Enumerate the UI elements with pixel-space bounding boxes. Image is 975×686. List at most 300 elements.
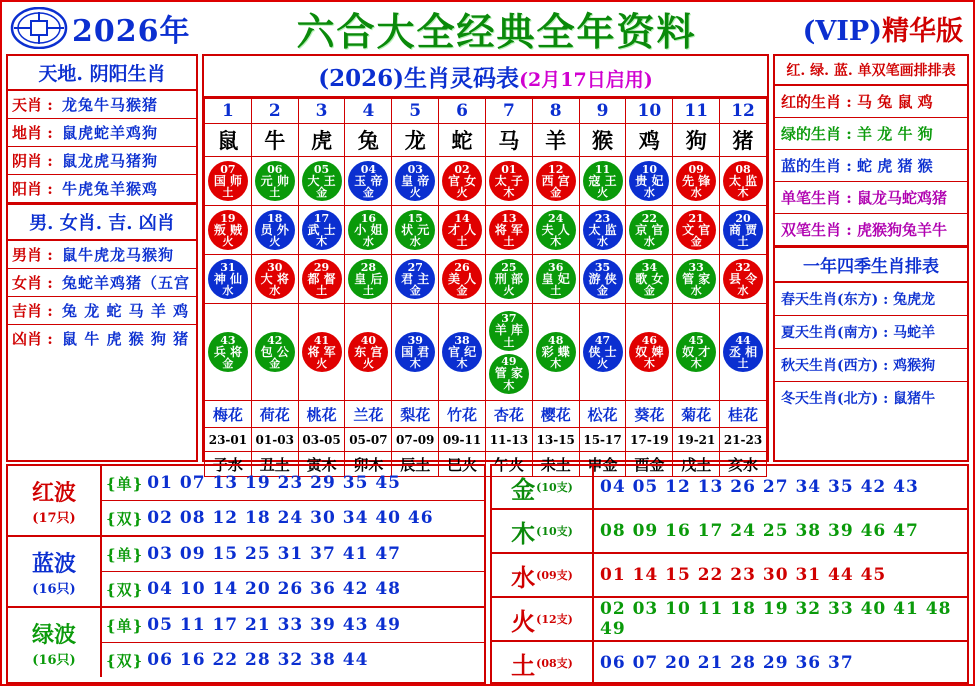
lottery-ball[interactable] xyxy=(442,210,482,250)
lottery-ball[interactable] xyxy=(255,210,295,250)
ball-cell[interactable] xyxy=(720,304,767,401)
zodiac-cell: 虎 xyxy=(298,124,345,157)
lottery-ball[interactable] xyxy=(302,161,342,201)
element-cell: 戌土 xyxy=(673,452,720,477)
ball-cell[interactable] xyxy=(251,206,298,255)
table-row-balls-4 xyxy=(205,304,767,401)
wave-row-red xyxy=(8,466,484,537)
ball-title: 美 人 xyxy=(447,271,477,286)
ball-title: 太 监 xyxy=(728,173,758,188)
ball-title: 彩 蝶 xyxy=(541,344,570,359)
row-label: 地肖 : xyxy=(12,124,53,142)
ball-title: 寇 王 xyxy=(588,173,617,188)
ball-element: 金 xyxy=(550,186,562,200)
even-numbers: 06 16 22 28 32 38 44 xyxy=(147,650,369,670)
lottery-ball[interactable] xyxy=(536,259,576,299)
time-cell: 23-01 xyxy=(205,428,252,452)
ball-title: 君 主 xyxy=(401,271,430,286)
ball-element: 木 xyxy=(409,357,421,371)
left-row xyxy=(8,241,196,269)
element-numbers-gold: 04 05 12 13 26 27 34 35 42 43 xyxy=(600,477,919,497)
ball-element: 水 xyxy=(597,235,609,249)
left-row xyxy=(8,147,196,175)
lottery-ball[interactable] xyxy=(255,259,295,299)
wave-label: 红波 xyxy=(31,479,76,506)
ball-number: 03 xyxy=(407,162,423,176)
ball-title: 太 子 xyxy=(494,173,523,188)
wave-line-odd xyxy=(102,608,484,643)
ball-element: 木 xyxy=(316,235,328,249)
season-row-winter: 冬天生肖(北方) : 鼠猪牛 xyxy=(781,391,936,407)
element-numbers-water: 01 14 15 22 23 30 31 44 45 xyxy=(600,565,887,585)
ball-element: 水 xyxy=(409,235,421,249)
flower-cell: 梅花 xyxy=(205,401,252,428)
element-label: 土 xyxy=(511,650,536,680)
row-label: 女肖 : xyxy=(12,274,53,292)
ball-cell[interactable] xyxy=(251,255,298,304)
lottery-ball[interactable] xyxy=(536,210,576,250)
wave-line-odd xyxy=(102,537,484,572)
ball-title: 皇 后 xyxy=(354,271,383,286)
lottery-ball[interactable] xyxy=(442,259,482,299)
ball-cell[interactable] xyxy=(532,157,579,206)
ball-element: 木 xyxy=(643,357,655,371)
ball-title: 刑 部 xyxy=(494,271,523,286)
ball-cell[interactable] xyxy=(205,206,252,255)
ball-number: 40 xyxy=(360,333,377,347)
row-value: 羊 龙 牛 狗 xyxy=(857,125,933,143)
ball-cell[interactable] xyxy=(439,304,486,401)
element-name-fire xyxy=(492,598,594,640)
row-label: 吉肖 : xyxy=(12,302,53,320)
ball-cell[interactable] xyxy=(485,157,532,206)
ball-cell[interactable] xyxy=(298,206,345,255)
odd-tag: {单} xyxy=(106,545,144,564)
ball-title: 武 士 xyxy=(307,222,336,237)
ball-title: 奴 才 xyxy=(682,344,711,359)
row-value: 兔蛇羊鸡猪（五宫 xyxy=(62,274,191,292)
lottery-ball[interactable] xyxy=(348,161,388,201)
column-number: 8 xyxy=(532,99,579,124)
ball-cell[interactable] xyxy=(205,157,252,206)
wave-line-even xyxy=(102,572,484,606)
lottery-ball[interactable] xyxy=(676,332,716,372)
row-label: 红的生肖 : xyxy=(781,93,852,111)
wave-line-even xyxy=(102,643,484,677)
lottery-ball[interactable] xyxy=(676,259,716,299)
ball-number: 33 xyxy=(688,260,704,274)
ball-title: 丞 相 xyxy=(728,344,758,359)
ball-cell[interactable] xyxy=(485,206,532,255)
ball-cell[interactable] xyxy=(626,206,673,255)
season-row-autumn: 秋天生肖(西方) : 鸡猴狗 xyxy=(775,349,967,382)
time-cell: 17-19 xyxy=(626,428,673,452)
lottery-ball[interactable] xyxy=(395,161,435,201)
lottery-ball[interactable] xyxy=(255,161,295,201)
row-label: 单笔生肖 : xyxy=(781,189,852,207)
ball-cell[interactable] xyxy=(720,157,767,206)
ball-number: 24 xyxy=(548,211,564,225)
ball-cell[interactable] xyxy=(720,206,767,255)
ball-title: 县 令 xyxy=(728,271,758,286)
ball-element: 土 xyxy=(503,335,515,349)
ball-cell[interactable] xyxy=(532,206,579,255)
table-row-flowers xyxy=(205,401,767,428)
ball-cell[interactable] xyxy=(532,304,579,401)
ball-element: 金 xyxy=(316,186,328,200)
ball-element: 水 xyxy=(690,284,702,298)
table-row-balls-3 xyxy=(205,255,767,304)
ball-cell[interactable] xyxy=(345,157,392,206)
ball-element: 火 xyxy=(597,357,609,371)
ball-title: 歌 女 xyxy=(635,271,664,286)
ball-cell[interactable] xyxy=(485,255,532,304)
lottery-ball[interactable] xyxy=(536,161,576,201)
ball-number: 13 xyxy=(501,211,517,225)
element-row-fire xyxy=(492,598,967,642)
ball-title: 游 侠 xyxy=(588,271,617,286)
ball-title: 将 军 xyxy=(494,222,523,237)
ball-number: 06 xyxy=(267,162,283,176)
lottery-ball[interactable] xyxy=(583,210,623,250)
ball-number: 46 xyxy=(641,333,658,347)
row-value: 马 兔 鼠 鸡 xyxy=(857,93,933,111)
lottery-ball[interactable] xyxy=(302,210,342,250)
lottery-ball[interactable] xyxy=(583,332,623,372)
lottery-ball[interactable] xyxy=(629,332,669,372)
ball-number: 19 xyxy=(220,211,236,225)
ball-cell[interactable] xyxy=(345,255,392,304)
ball-cell[interactable] xyxy=(345,304,392,401)
ball-element: 火 xyxy=(597,186,609,200)
ball-number: 47 xyxy=(594,333,611,347)
ball-title: 皇 帝 xyxy=(401,173,430,188)
element-cell: 子水 xyxy=(205,452,252,477)
ball-cell[interactable] xyxy=(298,304,345,401)
row-value: 鼠龙马蛇鸡猪 xyxy=(857,189,948,207)
ball-element: 土 xyxy=(550,284,562,298)
column-number: 2 xyxy=(251,99,298,124)
column-number: 3 xyxy=(298,99,345,124)
ball-title: 大 王 xyxy=(307,173,336,188)
ball-cell[interactable] xyxy=(532,255,579,304)
ball-number: 16 xyxy=(360,211,377,225)
lottery-ball[interactable] xyxy=(208,259,248,299)
zodiac-code-table xyxy=(204,98,767,477)
zodiac-cell: 猴 xyxy=(579,124,626,157)
lottery-ball[interactable] xyxy=(302,259,342,299)
lottery-ball[interactable] xyxy=(395,259,435,299)
ball-cell[interactable] xyxy=(439,157,486,206)
ball-number: 32 xyxy=(735,260,751,274)
vip-tag: (VIP) xyxy=(802,15,882,47)
ball-element: 木 xyxy=(550,357,562,371)
time-cell: 09-11 xyxy=(439,428,486,452)
zodiac-title-main: (2026)生肖灵码表 xyxy=(318,65,520,92)
time-cell: 05-07 xyxy=(345,428,392,452)
lottery-ball[interactable] xyxy=(676,210,716,250)
ball-cell[interactable] xyxy=(205,255,252,304)
element-name-gold xyxy=(492,466,594,508)
lottery-ball[interactable] xyxy=(723,210,763,250)
wave-label: 蓝波 xyxy=(31,550,76,577)
wave-row-green xyxy=(8,608,484,677)
ball-number: 17 xyxy=(313,211,330,225)
lottery-ball[interactable] xyxy=(629,161,669,201)
element-label: 水 xyxy=(511,562,536,592)
season-row-spring: 春天生肖(东方) : 兔虎龙 xyxy=(775,283,967,316)
lottery-ball[interactable] xyxy=(348,332,388,372)
lottery-ball[interactable] xyxy=(629,210,669,250)
ball-element: 火 xyxy=(409,186,421,200)
lottery-ball[interactable] xyxy=(208,210,248,250)
zodiac-cell: 猪 xyxy=(720,124,767,157)
ball-title: 元 帅 xyxy=(260,173,289,188)
element-cell: 酉金 xyxy=(626,452,673,477)
column-number: 7 xyxy=(485,99,532,124)
column-number: 1 xyxy=(205,99,252,124)
coin-logo-icon xyxy=(8,6,70,50)
time-cell: 21-23 xyxy=(720,428,767,452)
ball-element: 火 xyxy=(269,235,281,249)
ball-element: 火 xyxy=(362,357,374,371)
lottery-ball[interactable] xyxy=(348,210,388,250)
ball-title: 羊 库 xyxy=(494,323,523,338)
right-row-single xyxy=(775,182,967,214)
zodiac-cell: 马 xyxy=(485,124,532,157)
ball-cell[interactable] xyxy=(205,304,252,401)
element-row-gold xyxy=(492,466,967,510)
ball-cell[interactable] xyxy=(673,206,720,255)
ball-cell[interactable] xyxy=(720,255,767,304)
wave-row-blue xyxy=(8,537,484,608)
table-row-times xyxy=(205,428,767,452)
ball-element: 木 xyxy=(550,235,562,249)
row-value: 鼠 牛 虎 猴 狗 猪 xyxy=(62,330,190,348)
time-cell: 19-21 xyxy=(673,428,720,452)
right-panel xyxy=(773,54,969,462)
element-row-earth xyxy=(492,642,967,684)
ball-element: 金 xyxy=(222,357,234,371)
ball-title: 官 纪 xyxy=(447,344,477,359)
row-label: 阴肖 : xyxy=(12,152,53,170)
ball-cell[interactable] xyxy=(298,255,345,304)
ball-title: 管 家 xyxy=(494,366,523,381)
ball-number: 20 xyxy=(735,211,751,225)
table-row-balls-1 xyxy=(205,157,767,206)
even-tag: {双} xyxy=(106,580,144,599)
flower-cell: 樱花 xyxy=(532,401,579,428)
row-label: 绿的生肖 : xyxy=(781,125,852,143)
lottery-ball[interactable] xyxy=(302,332,342,372)
table-row-zodiacs xyxy=(205,124,767,157)
zodiac-cell: 牛 xyxy=(251,124,298,157)
ball-cell[interactable] xyxy=(626,255,673,304)
element-label: 火 xyxy=(511,606,536,636)
column-number: 4 xyxy=(345,99,392,124)
ball-cell[interactable] xyxy=(392,157,439,206)
lottery-ball[interactable] xyxy=(723,161,763,201)
ball-cell[interactable] xyxy=(392,206,439,255)
flower-cell: 桂花 xyxy=(720,401,767,428)
ball-element: 水 xyxy=(690,186,702,200)
ball-element: 水 xyxy=(222,284,234,298)
ball-cell[interactable] xyxy=(626,304,673,401)
ball-cell[interactable] xyxy=(485,304,532,401)
ball-title: 先 锋 xyxy=(682,173,711,188)
ball-title: 夫 人 xyxy=(541,222,570,237)
lottery-ball[interactable] xyxy=(629,259,669,299)
ball-title: 京 官 xyxy=(635,222,664,237)
element-cell: 申金 xyxy=(579,452,626,477)
row-value: 虎猴狗兔羊牛 xyxy=(857,221,948,239)
ball-cell[interactable] xyxy=(579,206,626,255)
ball-title: 文 官 xyxy=(682,222,711,237)
column-number: 9 xyxy=(579,99,626,124)
lottery-ball[interactable] xyxy=(348,259,388,299)
time-cell: 11-13 xyxy=(485,428,532,452)
ball-element: 土 xyxy=(737,235,749,249)
right-row-green xyxy=(775,118,967,150)
element-label: 木 xyxy=(511,518,536,548)
ball-element: 金 xyxy=(362,186,374,200)
wave-count: (17只) xyxy=(32,510,76,526)
wave-line-even xyxy=(102,501,484,535)
ball-element: 水 xyxy=(269,284,281,298)
lottery-ball[interactable] xyxy=(676,161,716,201)
element-label: 金 xyxy=(511,474,536,504)
ball-title: 奴 婢 xyxy=(635,344,664,359)
ball-title: 国 师 xyxy=(213,173,242,188)
ball-cell[interactable] xyxy=(251,304,298,401)
lottery-ball[interactable] xyxy=(723,332,763,372)
ball-cell[interactable] xyxy=(673,255,720,304)
ball-cell[interactable] xyxy=(345,206,392,255)
lottery-ball[interactable] xyxy=(489,354,529,394)
ball-title: 西 宫 xyxy=(541,173,570,188)
lottery-ball[interactable] xyxy=(489,311,529,351)
lottery-ball[interactable] xyxy=(489,161,529,201)
ball-number: 38 xyxy=(454,333,470,347)
ball-cell[interactable] xyxy=(392,304,439,401)
odd-tag: {单} xyxy=(106,616,144,635)
ball-number: 39 xyxy=(407,333,423,347)
lottery-ball[interactable] xyxy=(208,332,248,372)
page-title: 六合大全经典全年资料 xyxy=(296,8,697,54)
ball-cell[interactable] xyxy=(673,304,720,401)
ball-title: 玉 帝 xyxy=(354,173,383,188)
row-value: 兔 龙 蛇 马 羊 鸡 xyxy=(62,302,190,320)
time-cell: 15-17 xyxy=(579,428,626,452)
element-row-water xyxy=(492,554,967,598)
element-numbers-earth: 06 07 20 21 28 29 36 37 xyxy=(600,653,854,673)
ball-title: 包 公 xyxy=(260,344,289,359)
zodiac-title-sub: (2月17日启用) xyxy=(519,69,653,91)
ball-title: 东 宫 xyxy=(354,344,383,359)
left-row xyxy=(8,91,196,119)
element-numbers-wood: 08 09 16 17 24 25 38 39 46 47 xyxy=(600,521,919,541)
lottery-ball[interactable] xyxy=(723,259,763,299)
row-label: 蓝的生肖 : xyxy=(781,157,852,175)
ball-cell[interactable] xyxy=(579,157,626,206)
ball-title: 贵 妃 xyxy=(635,173,664,188)
ball-cell[interactable] xyxy=(579,304,626,401)
lottery-ball[interactable] xyxy=(442,161,482,201)
ball-number: 37 xyxy=(501,312,517,326)
ball-cell[interactable] xyxy=(439,255,486,304)
ball-cell[interactable] xyxy=(673,157,720,206)
lottery-ball[interactable] xyxy=(489,259,529,299)
ball-title: 兵 将 xyxy=(213,344,242,359)
lottery-ball[interactable] xyxy=(489,210,529,250)
ball-cell[interactable] xyxy=(392,255,439,304)
zodiac-cell: 羊 xyxy=(532,124,579,157)
wave-numbers-green xyxy=(102,608,484,677)
lottery-ball[interactable] xyxy=(583,259,623,299)
ball-title: 神 仙 xyxy=(213,271,242,286)
ball-element: 土 xyxy=(316,284,328,298)
element-row-wood xyxy=(492,510,967,554)
ball-cell[interactable] xyxy=(579,255,626,304)
wave-line-odd xyxy=(102,466,484,501)
row-value: 鼠龙虎马猪狗 xyxy=(62,152,159,170)
element-count: (08支) xyxy=(536,657,573,670)
element-cell: 巳火 xyxy=(439,452,486,477)
body-columns xyxy=(6,54,969,474)
ball-element: 土 xyxy=(269,186,281,200)
lottery-ball[interactable] xyxy=(395,332,435,372)
row-label: 双笔生肖 : xyxy=(781,221,852,239)
wave-numbers-blue xyxy=(102,537,484,606)
ball-number: 12 xyxy=(548,162,564,176)
lottery-ball[interactable] xyxy=(442,332,482,372)
ball-cell[interactable] xyxy=(298,157,345,206)
zodiac-cell: 蛇 xyxy=(439,124,486,157)
lottery-ball[interactable] xyxy=(583,161,623,201)
lottery-ball[interactable] xyxy=(208,161,248,201)
ball-cell[interactable] xyxy=(626,157,673,206)
ball-element: 水 xyxy=(737,284,749,298)
ball-element: 火 xyxy=(316,357,328,371)
element-name-water xyxy=(492,554,594,596)
lottery-ball[interactable] xyxy=(395,210,435,250)
ball-number: 36 xyxy=(548,260,564,274)
lottery-ball[interactable] xyxy=(255,332,295,372)
ball-cell[interactable] xyxy=(251,157,298,206)
ball-element: 木 xyxy=(456,357,468,371)
ball-number: 15 xyxy=(407,211,423,225)
flower-cell: 葵花 xyxy=(626,401,673,428)
table-row-numbers xyxy=(205,99,767,124)
ball-element: 木 xyxy=(737,186,749,200)
ball-number: 21 xyxy=(688,211,704,225)
ball-cell[interactable] xyxy=(439,206,486,255)
season-title: 一年四季生肖排表 xyxy=(775,246,967,283)
ball-element: 金 xyxy=(597,284,609,298)
wave-name-red xyxy=(8,466,102,535)
left-panel xyxy=(6,54,198,462)
wave-count: (16只) xyxy=(32,581,76,597)
ball-number: 27 xyxy=(407,260,423,274)
flower-cell: 荷花 xyxy=(251,401,298,428)
ball-number: 31 xyxy=(220,260,236,274)
lottery-ball[interactable] xyxy=(536,332,576,372)
zodiac-code-table-panel xyxy=(202,54,769,474)
wave-table xyxy=(6,464,486,684)
element-cell: 亥水 xyxy=(720,452,767,477)
ball-number: 44 xyxy=(735,333,751,347)
five-elements-table xyxy=(490,464,969,684)
